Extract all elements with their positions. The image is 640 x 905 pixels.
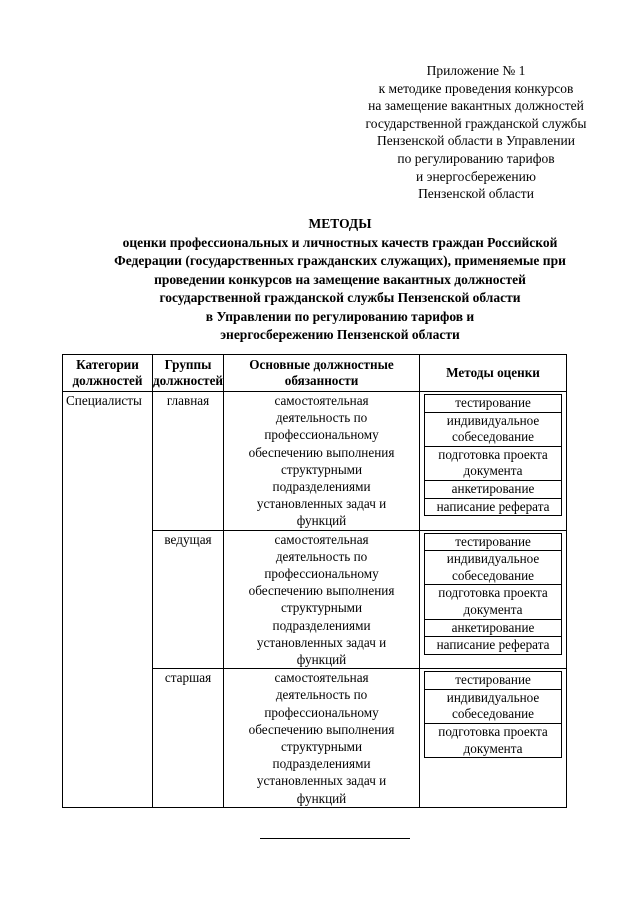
- appendix-line: Пензенской области в Управлении: [377, 133, 575, 149]
- methods-cell: [420, 669, 567, 808]
- methods-cell: [420, 530, 567, 669]
- method-item: написание реферата: [424, 498, 562, 517]
- heading-line: энергосбережению Пензенской области: [220, 327, 460, 342]
- method-item: индивидуальное собеседование: [424, 550, 562, 585]
- method-item: индивидуальное собеседование: [424, 689, 562, 724]
- table-header-row: [63, 355, 567, 392]
- appendix-line: на замещение вакантных должностей: [368, 98, 584, 114]
- duties-cell: самостоятельная деятельность по профессиональному обеспечению выполнения структурными подразделениями установленных задач и функций: [224, 530, 420, 669]
- appendix-line: и энергосбережению: [416, 168, 536, 184]
- method-item: подготовка проекта документа: [424, 584, 562, 619]
- appendix-line: к методике проведения конкурсов: [378, 80, 574, 96]
- appendix-line: по регулированию тарифов: [397, 150, 555, 166]
- header-category: Категории должностей: [63, 355, 153, 392]
- method-item: тестирование: [424, 671, 562, 690]
- closing-divider: [260, 838, 410, 839]
- table-row: [63, 392, 567, 531]
- method-item: тестирование: [424, 533, 562, 552]
- heading-line: оценки профессиональных и личностных качеств граждан Российской: [122, 234, 558, 250]
- appendix-block: [352, 62, 600, 203]
- category-cell: Специалисты: [63, 392, 153, 808]
- header-methods: Методы оценки: [420, 355, 567, 392]
- method-item: написание реферата: [424, 636, 562, 655]
- heading-line: проведении конкурсов на замещение вакантных должностей: [154, 271, 526, 287]
- method-item: индивидуальное собеседование: [424, 412, 562, 447]
- method-item: подготовка проекта документа: [424, 723, 562, 758]
- heading-line: государственной гражданской службы Пензенской области: [159, 290, 521, 305]
- method-item: тестирование: [424, 394, 562, 413]
- heading-line: Федерации (государственных гражданских служащих), применяемые при: [114, 253, 566, 268]
- document-title: МЕТОДЫ: [308, 216, 372, 231]
- method-item: анкетирование: [424, 619, 562, 638]
- method-item: подготовка проекта документа: [424, 446, 562, 481]
- method-item: анкетирование: [424, 480, 562, 499]
- duties-cell: самостоятельная деятельность по профессиональному обеспечению выполнения структурными подразделениями установленных задач и функций: [224, 392, 420, 531]
- group-cell: старшая: [153, 669, 224, 808]
- group-cell: ведущая: [153, 530, 224, 669]
- appendix-line: государственной гражданской службы: [365, 115, 587, 131]
- methods-table: [62, 354, 567, 808]
- appendix-line: Приложение № 1: [426, 63, 526, 78]
- duties-cell: самостоятельная деятельность по профессиональному обеспечению выполнения структурными подразделениями установленных задач и функций: [224, 669, 420, 808]
- group-cell: главная: [153, 392, 224, 531]
- header-group: Группы должностей: [153, 355, 224, 392]
- header-duties: Основные должностные обязанности: [224, 355, 420, 392]
- methods-cell: [420, 392, 567, 531]
- appendix-line: Пензенской области: [418, 186, 534, 202]
- document-heading: [60, 215, 620, 345]
- heading-line: в Управлении по регулированию тарифов и: [205, 308, 475, 324]
